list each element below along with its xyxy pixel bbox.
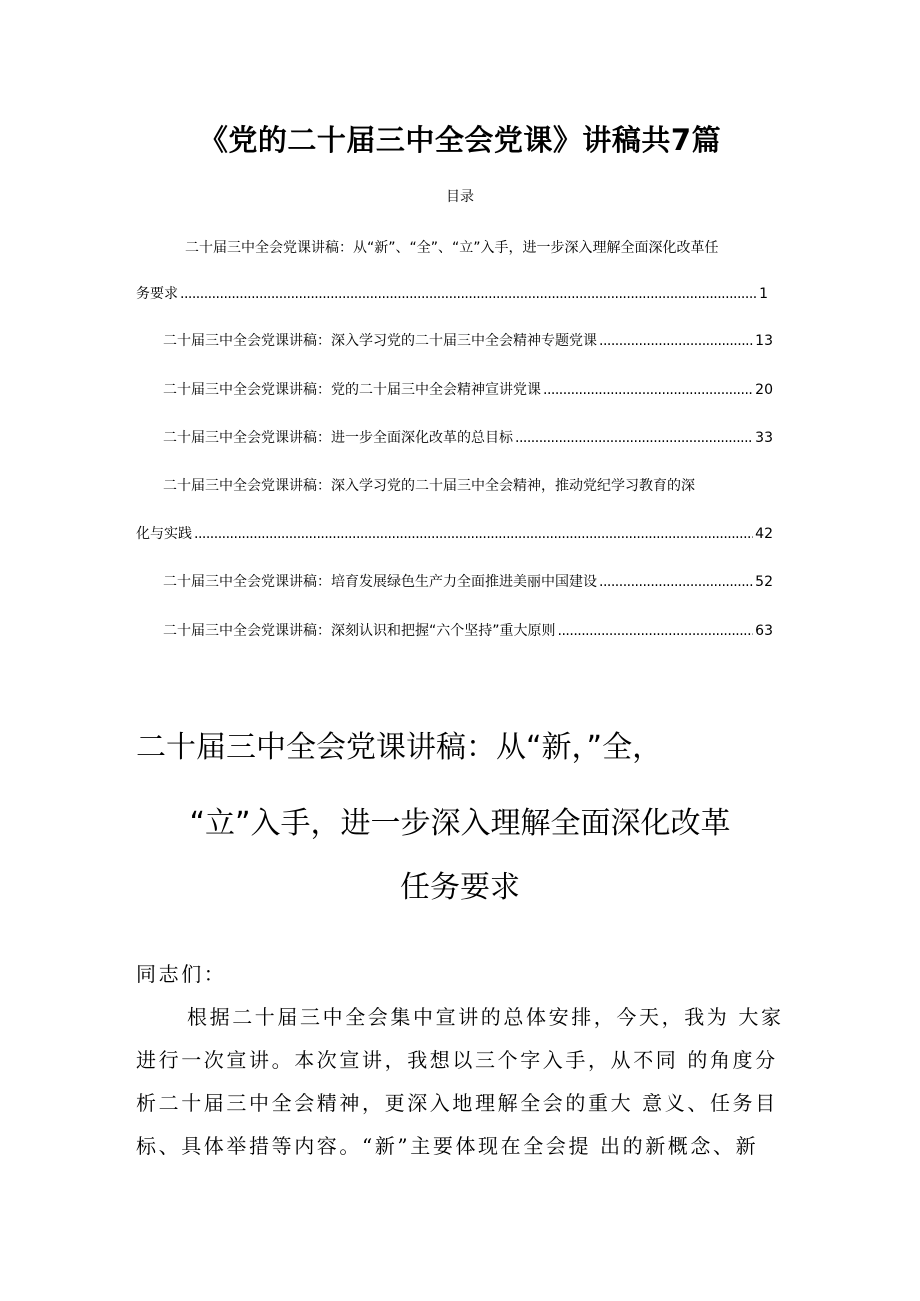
toc-entry-5-line1[interactable]: 二十届三中全会党课讲稿：深入学习党的二十届三中全会精神，推动党纪学习教育的深	[163, 478, 695, 494]
toc-entry-text: 二十届三中全会党课讲稿：党的二十届三中全会精神宣讲党课	[163, 382, 541, 398]
toc-leader-dots	[543, 380, 753, 400]
toc-entry-3[interactable]	[163, 380, 773, 400]
toc-entry-text: 二十届三中全会党课讲稿：进一步全面深化改革的总目标	[163, 430, 513, 446]
toc-entry-6[interactable]	[163, 572, 773, 592]
toc-entry-text: 二十届三中全会党课讲稿：培育发展绿色生产力全面推进美丽中国建设	[163, 574, 597, 590]
toc-page-number: 42	[755, 526, 773, 542]
toc-heading: 目录	[446, 189, 474, 205]
section-title-line1: 二十届三中全会党课讲稿：从“新，”全，	[136, 730, 663, 765]
toc-leader-dots	[180, 284, 757, 304]
toc-entry-text: 二十届三中全会党课讲稿：深入学习党的二十届三中全会精神专题党课	[163, 333, 597, 349]
toc-leader-dots	[599, 331, 753, 351]
toc-entry-7[interactable]	[163, 621, 773, 641]
section-title-line3: 任务要求	[400, 870, 520, 905]
toc-page-number: 20	[755, 382, 773, 398]
toc-page-number: 33	[755, 430, 773, 446]
toc-entry-5[interactable]	[136, 524, 773, 544]
toc-entry-4[interactable]	[163, 428, 773, 448]
toc-entry-1-line1[interactable]: 二十届三中全会党课讲稿：从“新”、“全”、“立”入手，进一步深入理解全面深化改革任	[185, 240, 719, 256]
toc-leader-dots	[194, 524, 753, 544]
toc-page-number: 13	[755, 333, 773, 349]
toc-entry-1[interactable]	[136, 284, 768, 304]
body-line-4: 标、具体举措等内容。“新”主要体现在全会提 出的新概念、新	[136, 1134, 759, 1158]
toc-leader-dots	[599, 572, 753, 592]
toc-page-number: 63	[755, 623, 773, 639]
toc-leader-dots	[515, 428, 753, 448]
toc-entry-text: 二十届三中全会党课讲稿：深刻认识和把握“六个坚持”重大原则	[163, 623, 556, 639]
toc-entry-5-line2: 化与实践	[136, 526, 192, 542]
toc-entry-2[interactable]	[163, 331, 773, 351]
body-line-2: 进行一次宣讲。本次宣讲，我想以三个字入手，从不同 的角度分	[136, 1048, 778, 1072]
body-line-1: 根据二十届三中全会集中宣讲的总体安排，今天，我为 大家	[187, 1005, 784, 1029]
toc-entry-1-line2: 务要求	[136, 286, 178, 302]
document-title: 《党的二十届三中全会党课》讲稿共7篇	[198, 123, 722, 157]
salutation: 同志们：	[136, 962, 227, 986]
toc-page-number: 1	[759, 286, 768, 302]
section-title-line2: “立”入手，进一步深入理解全面深化改革	[189, 806, 731, 841]
toc-page-number: 52	[755, 574, 773, 590]
body-line-3: 析二十届三中全会精神，更深入地理解全会的重大 意义、任务目	[136, 1091, 778, 1115]
toc-leader-dots	[558, 621, 754, 641]
